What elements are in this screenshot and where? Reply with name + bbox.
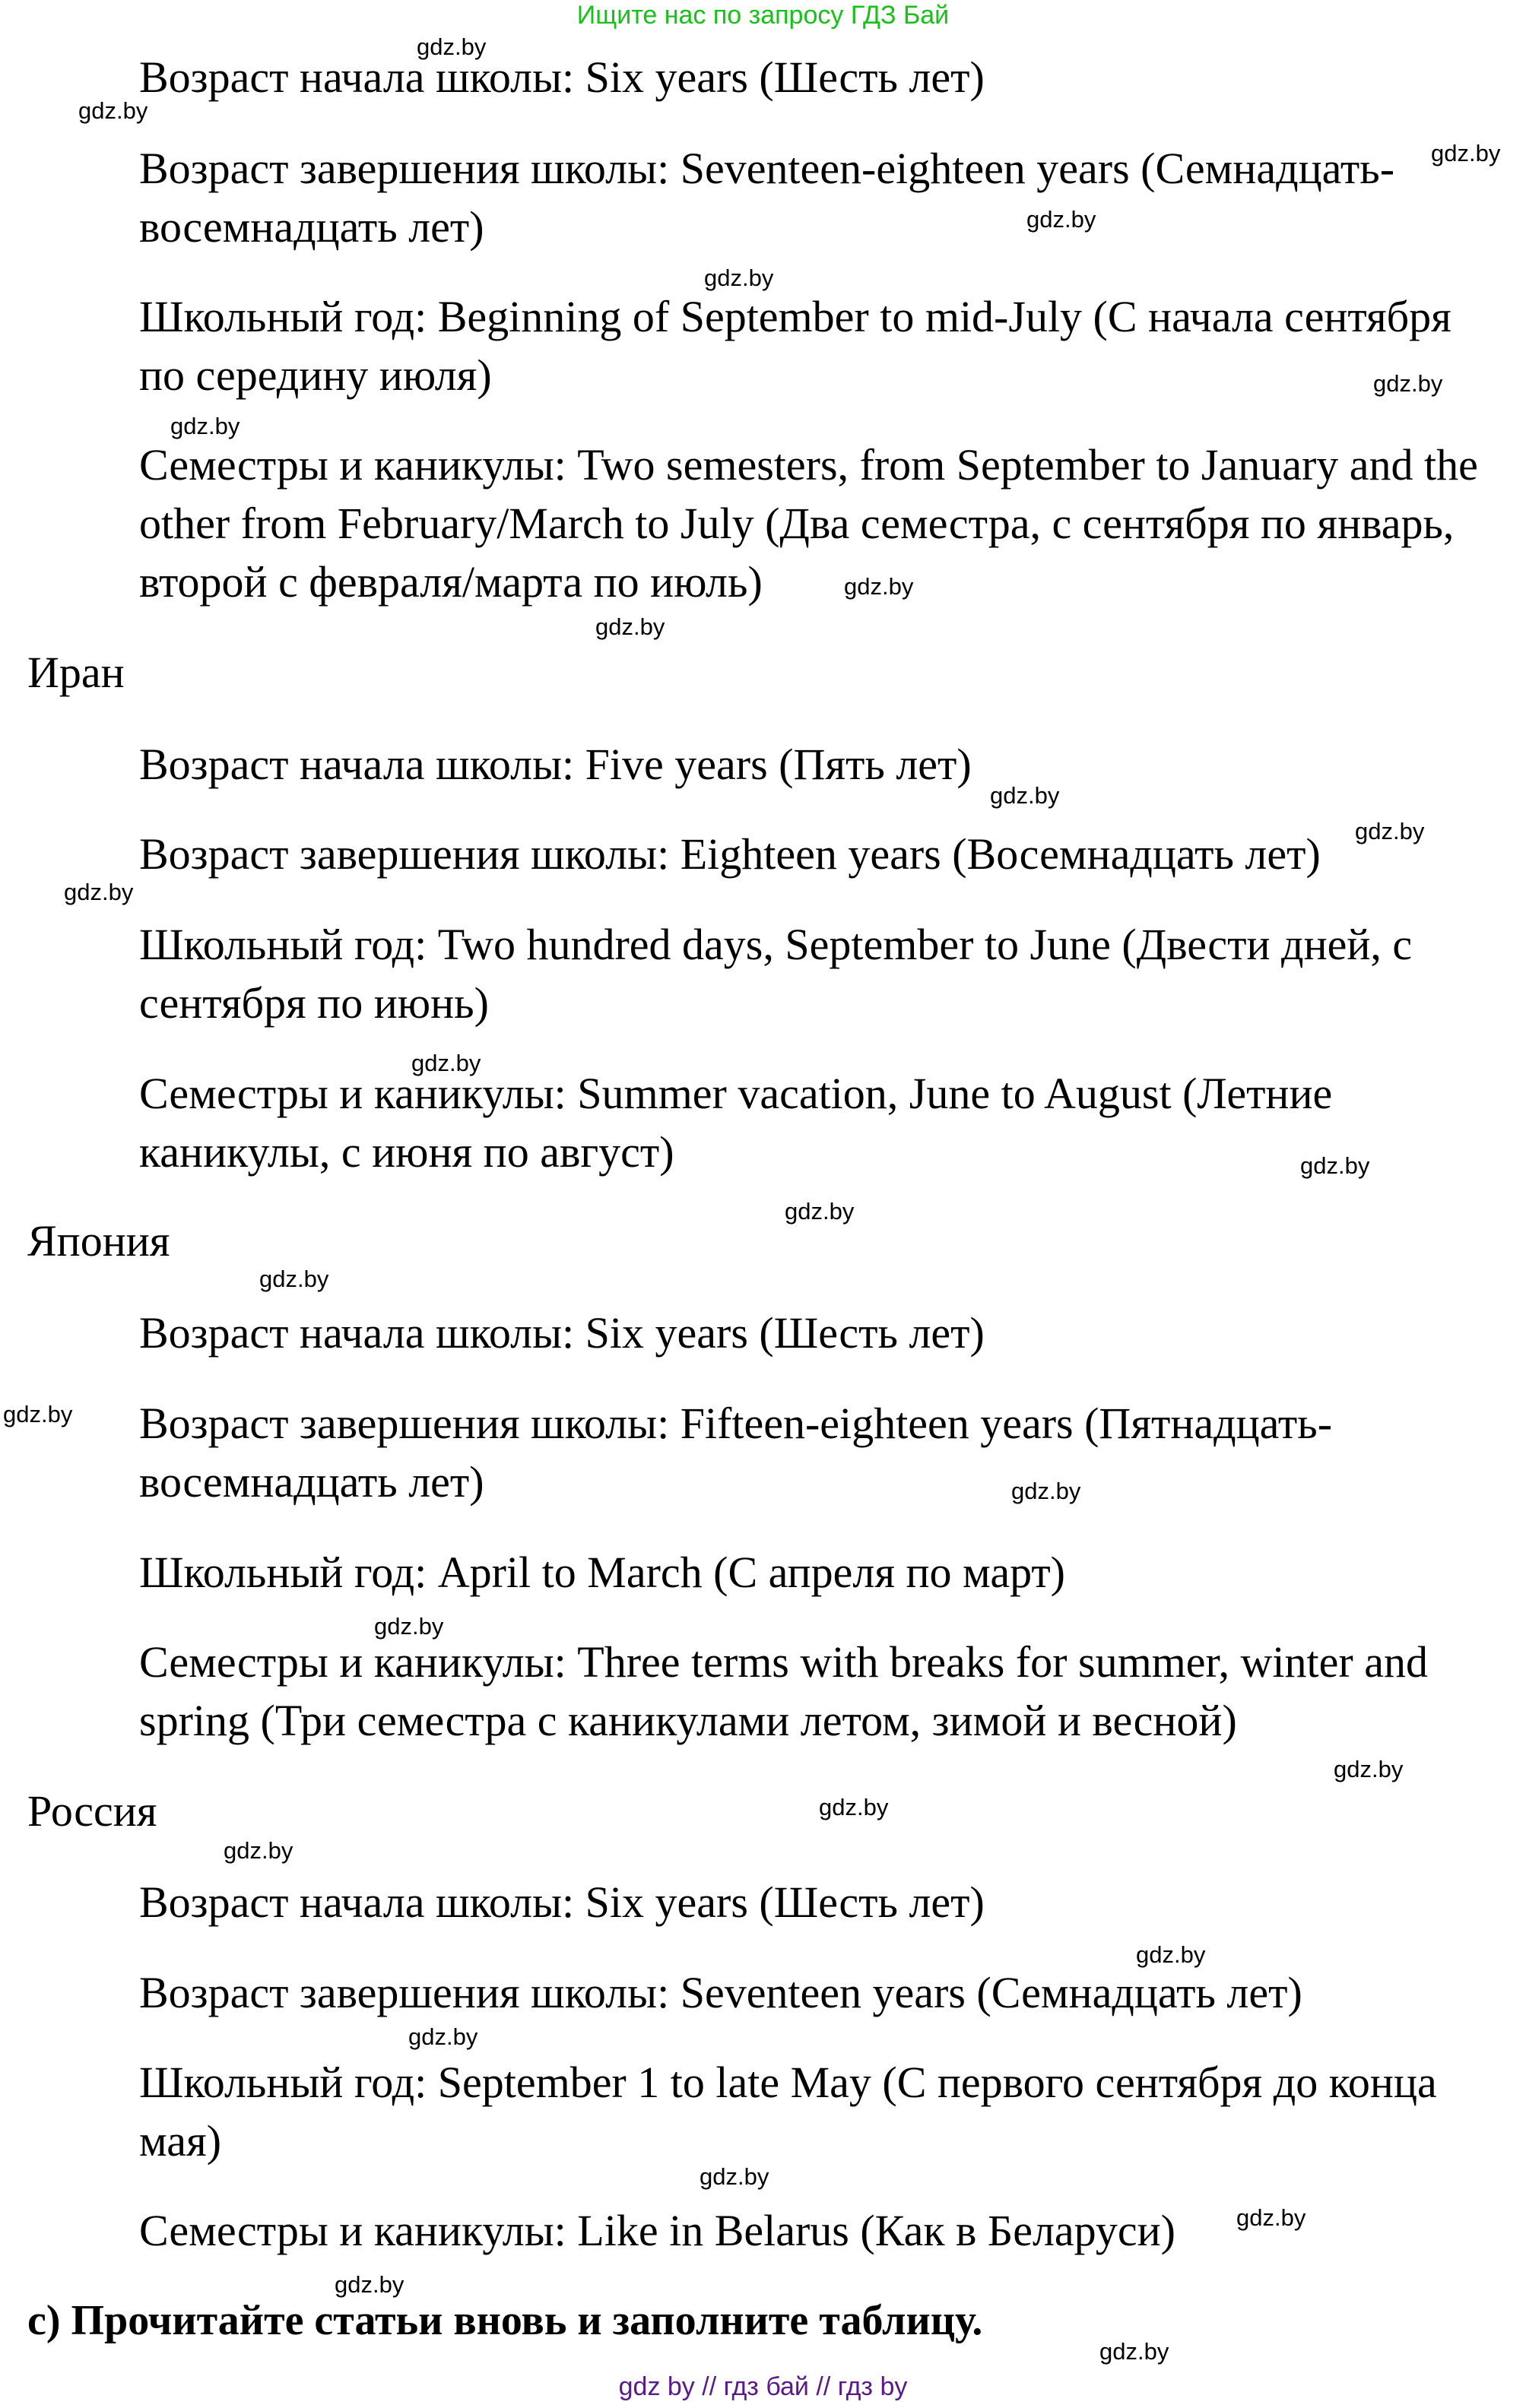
watermark-text: gdz.by xyxy=(259,1266,329,1292)
terms-line: Семестры и каникулы: Summer vacation, June to August (Летние xyxy=(139,1069,1333,1118)
watermark-text: gdz.by xyxy=(1300,1152,1370,1179)
end-age-line: Возраст завершения школы: Eighteen years (Восемнадцать лет) xyxy=(139,829,1321,879)
watermark-text: gdz.by xyxy=(785,1198,855,1225)
end-age-line: Возраст завершения школы: Seventeen years (Семнадцать лет) xyxy=(139,1968,1302,2017)
school-year-line: Школьный год: April to March (С апреля по март) xyxy=(139,1548,1065,1597)
task-heading: c) Прочитайте статьи вновь и заполните таблицу. xyxy=(27,2297,983,2344)
watermark-text: gdz.by xyxy=(408,2023,478,2050)
start-age-line: Возраст начала школы: Six years (Шесть лет) xyxy=(139,1308,985,1358)
end-age-line-cont: восемнадцать лет) xyxy=(139,1457,484,1507)
watermark-text: gdz.by xyxy=(335,2271,405,2298)
terms-line: Семестры и каникулы: Two semesters, from September to January and the xyxy=(139,440,1478,490)
watermark-text: gdz.by xyxy=(411,1050,481,1076)
terms-line-cont: spring (Три семестра с каникулами летом, зимой и весной) xyxy=(139,1696,1237,1745)
watermark-text: gdz.by xyxy=(704,265,774,291)
watermark-text: gdz.by xyxy=(1355,818,1425,844)
terms-line: Семестры и каникулы: Three terms with breaks for summer, winter and xyxy=(139,1637,1428,1687)
watermark-text: gdz.by xyxy=(78,97,148,124)
school-year-line-cont: сентября по июнь) xyxy=(139,978,489,1028)
watermark-text: gdz.by xyxy=(700,2163,769,2190)
watermark-text: gdz.by xyxy=(1236,2204,1306,2231)
watermark-text: gdz.by xyxy=(1334,1756,1404,1782)
watermark-text: gdz.by xyxy=(170,413,240,439)
watermark-text: gdz.by xyxy=(990,782,1060,809)
watermark-text: gdz.by xyxy=(374,1613,444,1640)
end-age-line-cont: восемнадцать лет) xyxy=(139,202,484,252)
end-age-line: Возраст завершения школы: Fifteen-eighteen years (Пятнадцать- xyxy=(139,1399,1333,1448)
watermark-text: gdz.by xyxy=(1011,1478,1081,1504)
watermark-text: gdz.by xyxy=(844,573,914,600)
watermark-text: gdz.by xyxy=(819,1794,889,1820)
watermark-text: gdz.by xyxy=(1026,206,1096,233)
school-year-line: Школьный год: Beginning of September to mid-July (С начала сентября xyxy=(139,292,1451,341)
terms-line: Семестры и каникулы: Like in Belarus (Как в Беларуси) xyxy=(139,2206,1175,2255)
country-heading-japan: Япония xyxy=(27,1216,170,1266)
watermark-text: gdz.by xyxy=(1373,370,1443,397)
start-age-line: Возраст начала школы: Five years (Пять лет) xyxy=(139,740,972,789)
school-year-line-cont: мая) xyxy=(139,2116,222,2166)
watermark-text: gdz.by xyxy=(224,1837,293,1864)
start-age-line: Возраст начала школы: Six years (Шесть лет) xyxy=(139,52,985,102)
school-year-line: Школьный год: September 1 to late May (С первого сентября до конца xyxy=(139,2058,1437,2107)
school-year-line: Школьный год: Two hundred days, September to June (Двести дней, с xyxy=(139,920,1413,969)
watermark-text: gdz.by xyxy=(64,879,134,905)
watermark-text: gdz.by xyxy=(1136,1941,1206,1968)
terms-line-cont: второй с февраля/марта по июль) xyxy=(139,557,763,607)
terms-line-cont: каникулы, с июня по август) xyxy=(139,1127,674,1177)
school-year-line-cont: по середину июля) xyxy=(139,350,492,400)
watermark-text: gdz.by xyxy=(1431,140,1501,166)
watermark-text: gdz.by xyxy=(417,33,487,60)
footer-links[interactable]: gdz by // гдз бай // гдз by xyxy=(618,2372,908,2401)
watermark-text: gdz.by xyxy=(3,1401,73,1427)
watermark-text: gdz.by xyxy=(1099,2338,1169,2365)
country-heading-russia: Россия xyxy=(27,1786,157,1836)
end-age-line: Возраст завершения школы: Seventeen-eighteen years (Семнадцать- xyxy=(139,144,1395,193)
watermark-text: gdz.by xyxy=(595,613,665,640)
start-age-line: Возраст начала школы: Six years (Шесть лет) xyxy=(139,1877,985,1927)
site-banner[interactable]: Ищите нас по запросу ГДЗ Бай xyxy=(576,1,950,30)
terms-line-cont: other from February/March to July (Два семестра, с сентября по январь, xyxy=(139,499,1455,548)
country-heading-iran: Иран xyxy=(27,648,125,697)
